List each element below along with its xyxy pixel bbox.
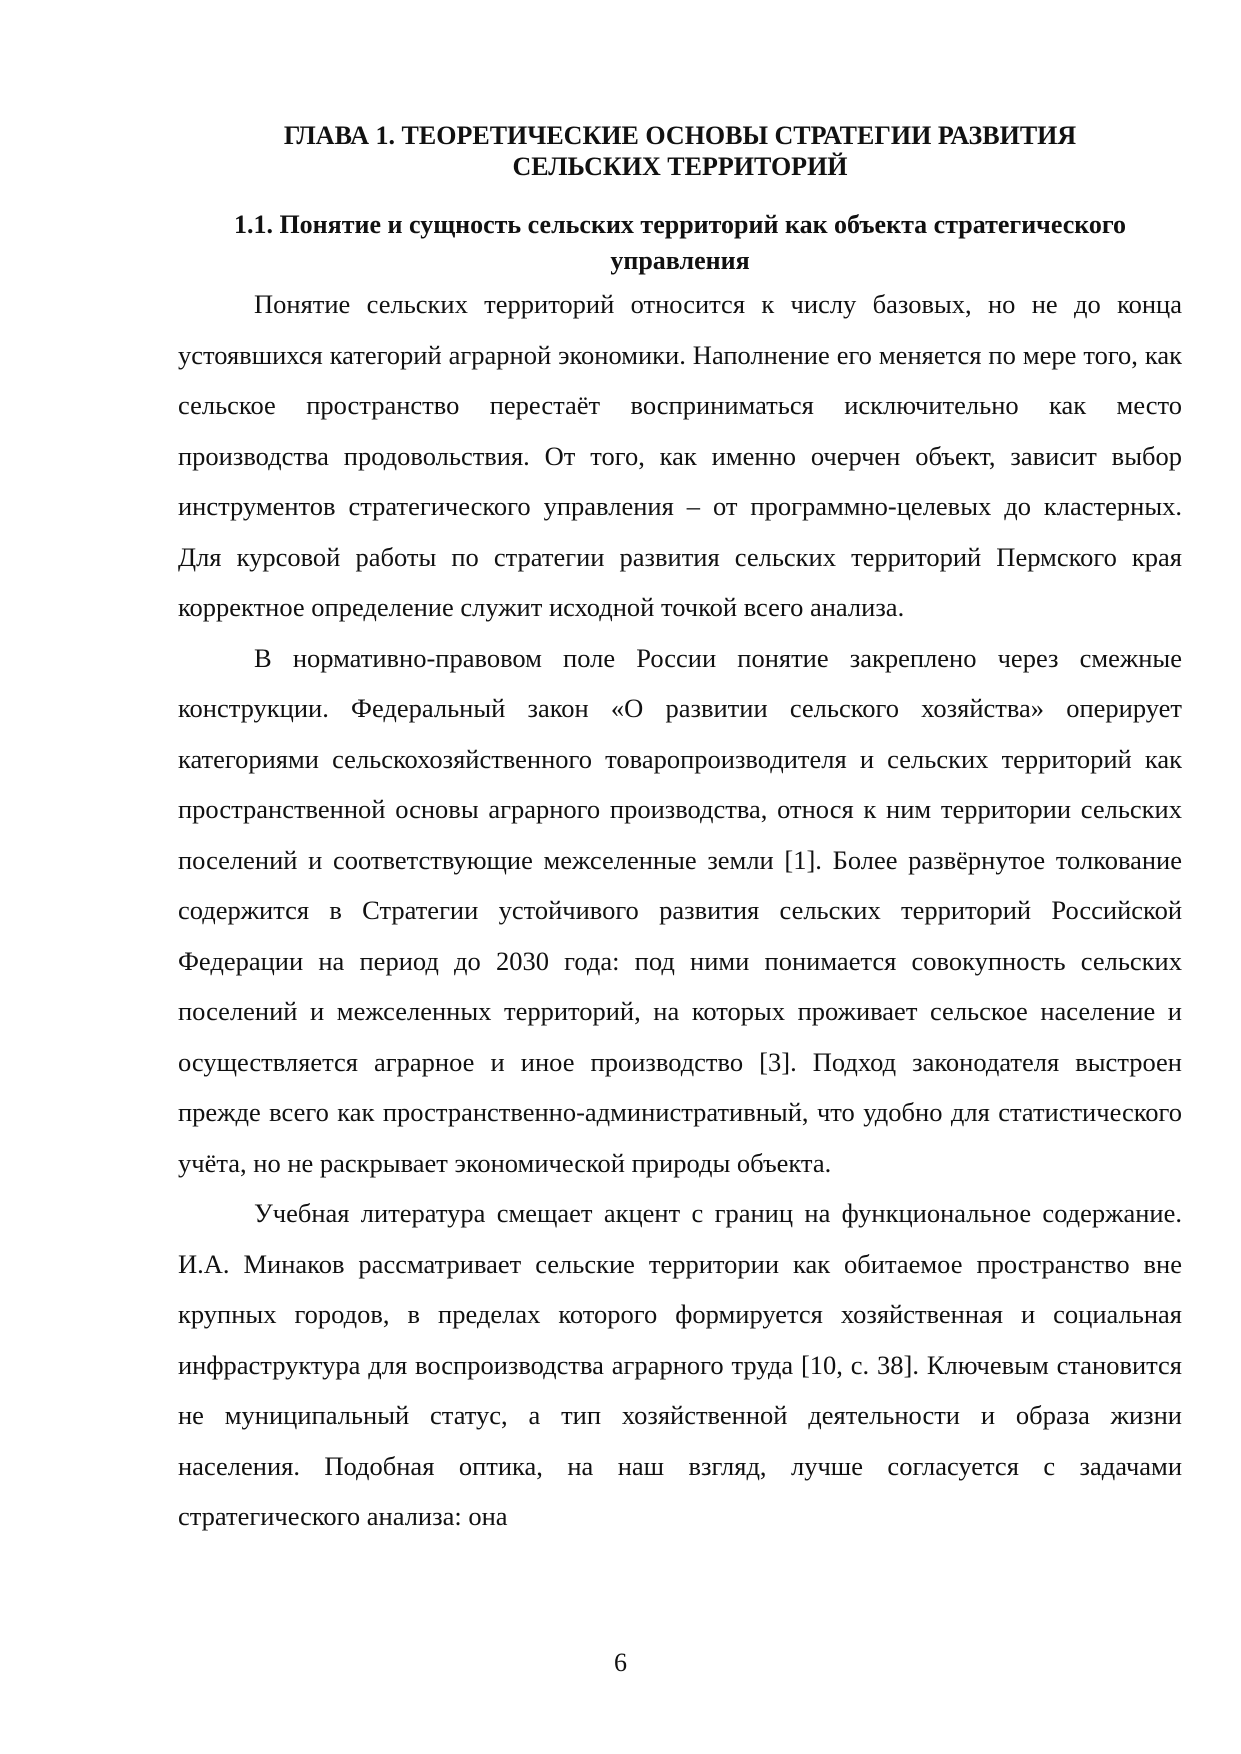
- paragraph-1: Понятие сельских территорий относится к числу базовых, но не до конца устоявшихся категорий аграрной экономики. Наполнение его меняется по мере того, как сельское пространство перестаёт восприниматься исключительно как место производства продовольствия. От того, как именно очерчен объект, зависит выбор инструментов стратегического управления – от программно-целевых до кластерных. Для курсовой работы по стратегии развития сельских территорий Пермского края корректное определение служит исходной точкой всего анализа.: [178, 289, 1182, 622]
- chapter-title-line-2: СЕЛЬСКИХ ТЕРРИТОРИЙ: [512, 152, 848, 181]
- section-title-line-2: управления: [610, 246, 750, 275]
- section-title-line-1: 1.1. Понятие и сущность сельских территорий как объекта стратегического: [233, 210, 1127, 239]
- chapter-title: [178, 120, 1182, 182]
- paragraph-2: В нормативно-правовом поле России понятие закреплено через смежные конструкции. Федеральный закон «О развитии сельского хозяйства» оперирует категориями сельскохозяйственного товаропроизводителя и сельских территорий как пространственной основы аграрного производства, относя к ним территории сельских поселений и соответствующие межселенные земли [1]. Более развёрнутое толкование содержится в Стратегии устойчивого развития сельских территорий Российской Федерации на период до 2030 года: под ними понимается совокупность сельских поселений и межселенных территорий, на которых проживает сельское население и осуществляется аграрное и иное производство [3]. Подход законодателя выстроен прежде всего как пространственно-административный, что удобно для статистического учёта, но не раскрывает экономической природы объекта.: [178, 642, 1182, 1178]
- page-content: [178, 112, 1182, 1542]
- page-number: 6: [614, 1648, 627, 1677]
- paragraph-3: Учебная литература смещает акцент с границ на функциональное содержание. И.А. Минаков рассматривает сельские территории как обитаемое пространство вне крупных городов, в пределах которого формируется хозяйственная и социальная инфраструктура для воспроизводства аграрного труда [10, с. 38]. Ключевым становится не муниципальный статус, а тип хозяйственной деятельности и образа жизни населения. Подобная оптика, на наш взгляд, лучше согласуется с задачами стратегического анализа: она: [178, 1198, 1182, 1531]
- chapter-title-line-1: ГЛАВА 1. ТЕОРЕТИЧЕСКИЕ ОСНОВЫ СТРАТЕГИИ РАЗВИТИЯ: [283, 121, 1077, 150]
- section-title: [178, 207, 1182, 279]
